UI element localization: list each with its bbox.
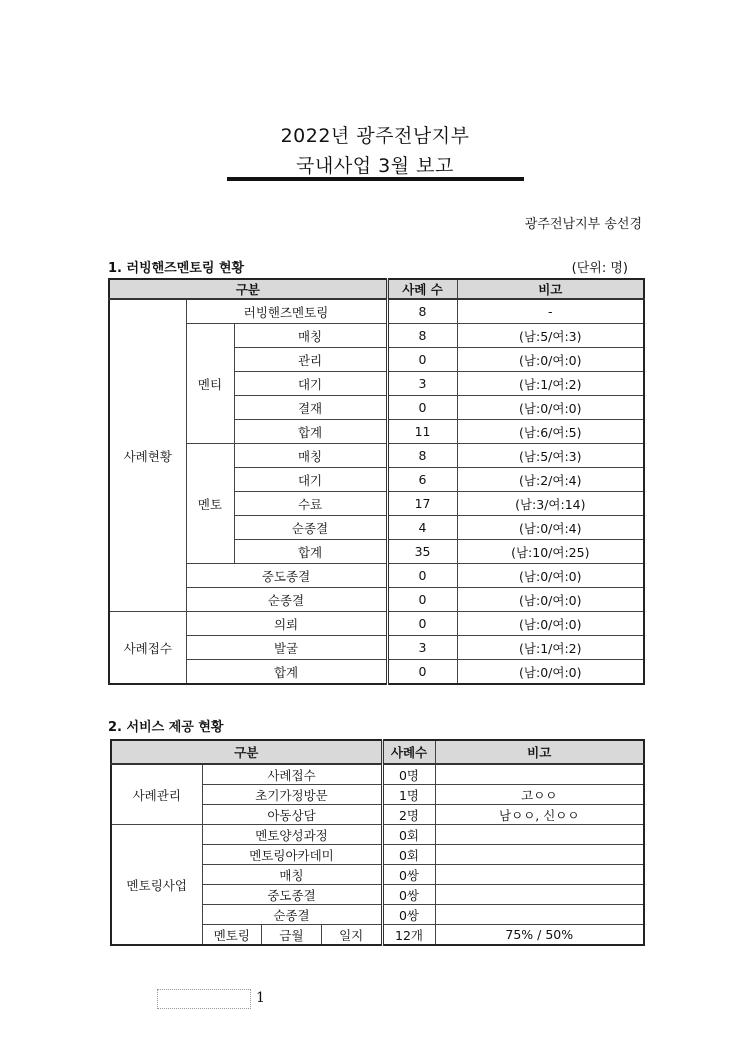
- row-label: 합계: [234, 540, 387, 564]
- row-label: 멘토링아카데미: [202, 845, 382, 865]
- row-label: 중도종결: [186, 564, 387, 588]
- header-category: 구분: [109, 279, 387, 299]
- unit-label: (단위: 명): [571, 261, 628, 276]
- row-note: (남:0/여:0): [457, 660, 644, 685]
- row-label: 관리: [234, 348, 387, 372]
- row-note: [435, 885, 644, 905]
- row-count: 0: [387, 348, 457, 372]
- table-row: [109, 588, 644, 612]
- group-case-status: 사례현황: [109, 299, 186, 612]
- table-row: [109, 299, 644, 324]
- row-note: 75% / 50%: [435, 925, 644, 946]
- row-note: (남:0/여:0): [457, 612, 644, 636]
- row-label: 대기: [234, 468, 387, 492]
- table-row: [109, 612, 644, 636]
- row-note: 고ㅇㅇ: [435, 785, 644, 805]
- row-count: 0회: [382, 845, 435, 865]
- row-note: (남:1/여:2): [457, 372, 644, 396]
- row-count: 1명: [382, 785, 435, 805]
- row-label: 순종결: [202, 905, 382, 925]
- author-line: 광주전남지부 송선경: [524, 217, 642, 232]
- row-count: 0: [387, 588, 457, 612]
- row-count: 0명: [382, 764, 435, 785]
- row-count: 4: [387, 516, 457, 540]
- row-count: 0쌍: [382, 865, 435, 885]
- row-label: 대기: [234, 372, 387, 396]
- row-count: 0: [387, 612, 457, 636]
- group-mentor: 멘토: [186, 444, 234, 564]
- row-label: 초기가정방문: [202, 785, 382, 805]
- table-row: [111, 764, 644, 785]
- group-case-intake: 사례접수: [109, 612, 186, 685]
- row-note: (남:0/여:0): [457, 396, 644, 420]
- row-count: 17: [387, 492, 457, 516]
- row-note: [435, 764, 644, 785]
- row-label: 순종결: [234, 516, 387, 540]
- row-note: (남:0/여:0): [457, 348, 644, 372]
- row-count: 0: [387, 660, 457, 685]
- group-case-management: 사례관리: [111, 764, 202, 825]
- row-count: 2명: [382, 805, 435, 825]
- table-row: [111, 825, 644, 845]
- header-note: 비고: [435, 740, 644, 764]
- row-count: 3: [387, 636, 457, 660]
- row-count: 6: [387, 468, 457, 492]
- group-mentoring-project: 멘토링사업: [111, 825, 202, 946]
- row-label: 중도종결: [202, 885, 382, 905]
- row-note: (남:2/여:4): [457, 468, 644, 492]
- journal-label-cell: [202, 925, 382, 946]
- row-label: 합계: [234, 420, 387, 444]
- row-note: (남:0/여:0): [457, 564, 644, 588]
- page-footer-box: [157, 989, 251, 1009]
- section2-heading: 2. 서비스 제공 현황: [108, 720, 224, 735]
- journal-label-journal: 일지: [339, 927, 364, 943]
- document-title-line1: 2022년 광주전남지부: [280, 125, 470, 147]
- row-label: 아동상담: [202, 805, 382, 825]
- row-label: 수료: [234, 492, 387, 516]
- row-note: (남:5/여:3): [457, 444, 644, 468]
- table-row: [109, 444, 644, 468]
- row-note: (남:6/여:5): [457, 420, 644, 444]
- row-count: 8: [387, 444, 457, 468]
- table-header-row: [109, 279, 644, 299]
- row-count: 11: [387, 420, 457, 444]
- row-note: (남:0/여:4): [457, 516, 644, 540]
- row-note: (남:0/여:0): [457, 588, 644, 612]
- row-label: 매칭: [202, 865, 382, 885]
- section1-heading: 1. 러빙핸즈멘토링 현황: [108, 261, 245, 276]
- row-count: 8: [387, 324, 457, 348]
- row-note: 남ㅇㅇ, 신ㅇㅇ: [435, 805, 644, 825]
- row-note: (남:10/여:25): [457, 540, 644, 564]
- row-count: 0: [387, 396, 457, 420]
- row-note: [435, 825, 644, 845]
- row-note: (남:3/여:14): [457, 492, 644, 516]
- row-label: 사례접수: [202, 764, 382, 785]
- row-note: -: [457, 299, 644, 324]
- row-note: [435, 865, 644, 885]
- row-label: 러빙핸즈멘토링: [186, 299, 387, 324]
- table-row: [109, 564, 644, 588]
- service-provision-table: [110, 739, 645, 946]
- row-label: 합계: [186, 660, 387, 685]
- document-title-line2: 국내사업 3월 보고: [296, 155, 454, 177]
- row-count: 35: [387, 540, 457, 564]
- row-count: 8: [387, 299, 457, 324]
- table-row: [109, 660, 644, 685]
- header-category: 구분: [111, 740, 382, 764]
- row-label: 순종결: [186, 588, 387, 612]
- row-count: 3: [387, 372, 457, 396]
- row-count: 0: [387, 564, 457, 588]
- table-row: [109, 636, 644, 660]
- row-label: 결재: [234, 396, 387, 420]
- row-count: 0쌍: [382, 905, 435, 925]
- row-note: [435, 905, 644, 925]
- row-count: 0회: [382, 825, 435, 845]
- table-header-row: [111, 740, 644, 764]
- row-label: 멘토양성과정: [202, 825, 382, 845]
- row-label: 매칭: [234, 444, 387, 468]
- journal-label-mentoring: 멘토링: [203, 925, 263, 944]
- group-mentee: 멘티: [186, 324, 234, 444]
- header-count: 사례 수: [387, 279, 457, 299]
- row-label: 의뢰: [186, 612, 387, 636]
- page-number: 1: [256, 990, 265, 1006]
- journal-label-month: 금월: [262, 925, 322, 944]
- title-underline: [227, 177, 524, 181]
- row-note: (남:5/여:3): [457, 324, 644, 348]
- row-note: (남:1/여:2): [457, 636, 644, 660]
- row-count: 12개: [382, 925, 435, 946]
- row-note: [435, 845, 644, 865]
- row-label: 발굴: [186, 636, 387, 660]
- row-count: 0쌍: [382, 885, 435, 905]
- header-count: 사례수: [382, 740, 435, 764]
- header-note: 비고: [457, 279, 644, 299]
- row-label: 매칭: [234, 324, 387, 348]
- mentoring-status-table: [108, 278, 645, 685]
- table-row: [109, 324, 644, 348]
